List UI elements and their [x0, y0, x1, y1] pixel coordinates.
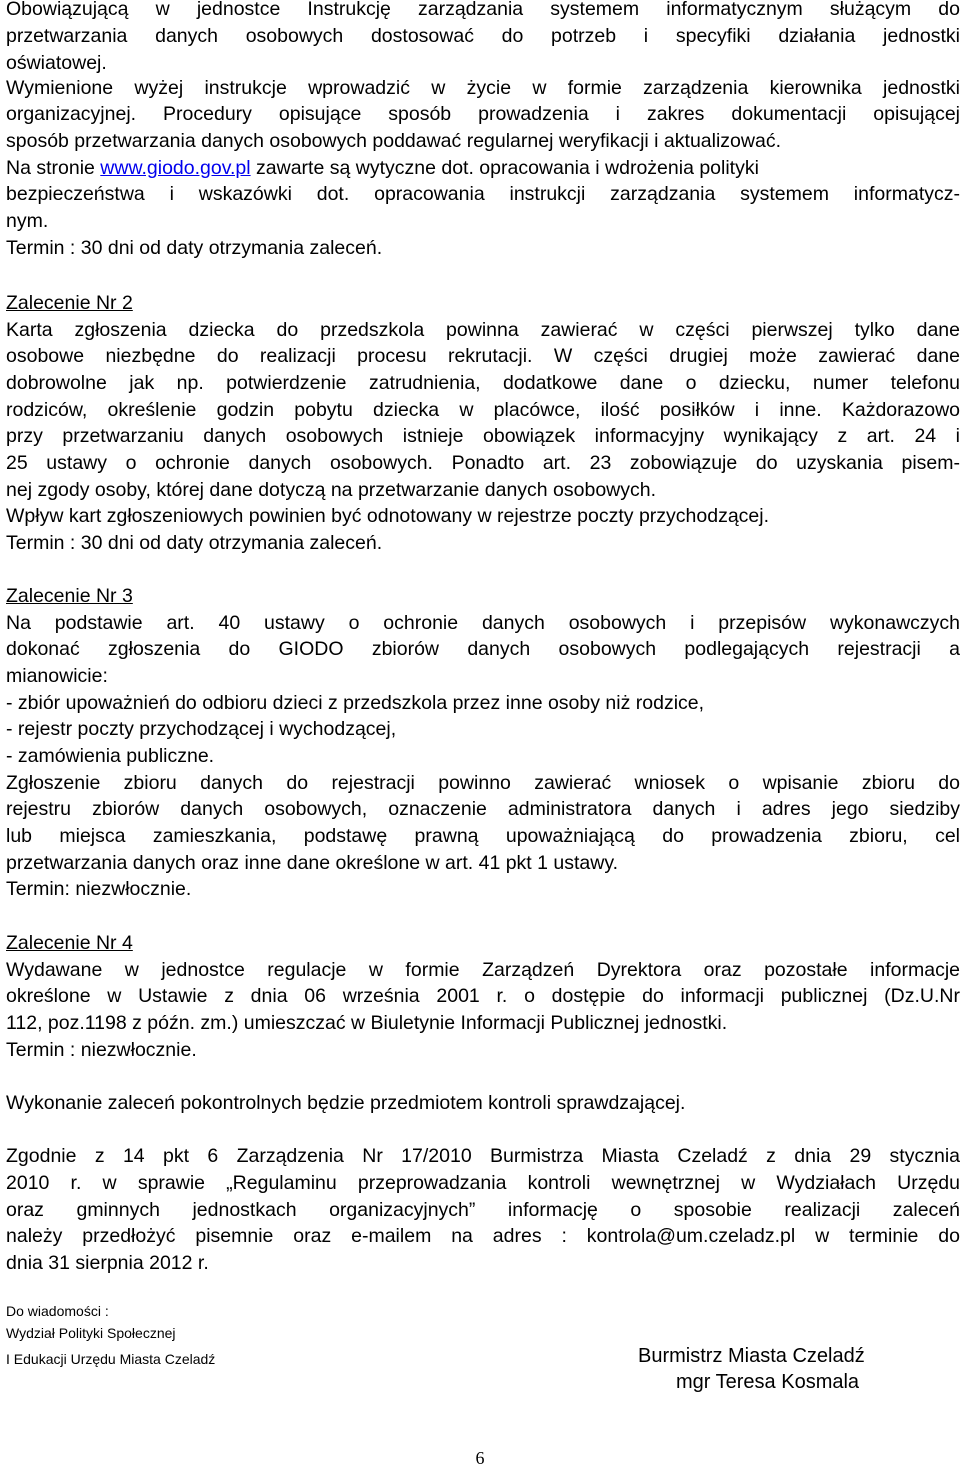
intro-line-7: [6, 155, 960, 182]
zgodnie-line-2: 2010 r. w sprawie „Regulaminu przeprowadzania kontroli wewnętrznej w Wydziałach Urzędu: [6, 1172, 960, 1194]
zalecenie-2-line-2: osobowe niezbędne do realizacji procesu rekrutacji. W części drugiej może zawierać dane: [6, 345, 960, 367]
zgodnie-line-4: należy przedłożyć pisemnie oraz e-mailem na adres : kontrola@um.czeladz.pl w terminie do: [6, 1225, 960, 1247]
zalecenie-3-line-8: rejestru zbiorów danych osobowych, oznaczenie administratora danych i adres jego siedziby: [6, 798, 960, 820]
zalecenie-3-line-9: lub miejsca zamieszkania, podstawę prawną upoważniającą do prowadzenia zbioru, cel: [6, 825, 960, 847]
intro-line-1: Obowiązującą w jednostce Instrukcję zarządzania systemem informatycznym służącym do: [6, 0, 960, 20]
intro-line-4: Wymienione wyżej instrukcje wprowadzić w życie w formie zarządzenia kierownika jednostki: [6, 77, 960, 99]
zalecenie-3-line-1: Na podstawie art. 40 ustawy o ochronie danych osobowych i przepisów wykonawczych: [6, 612, 960, 634]
recipient-line-1: Wydział Polityki Społecznej: [6, 1325, 176, 1341]
intro-line-6: sposób przetwarzania danych osobowych poddawać regularnej weryfikacji i aktualizować.: [6, 130, 781, 152]
zalecenie-3-line-2: dokonać zgłoszenia do GIODO zbiorów danych osobowych podlegających rejestracji a: [6, 638, 960, 660]
signature-name: mgr Teresa Kosmala: [676, 1371, 860, 1393]
intro-line-5: organizacyjnej. Procedury opisujące sposób prowadzenia i zakres dokumentacji opisującej: [6, 103, 960, 125]
zalecenie-2-line-7: nej zgody osoby, której dane dotyczą na przetwarzanie danych osobowych.: [6, 479, 657, 501]
recipient-line-2: I Edukacji Urzędu Miasta Czeladź: [6, 1351, 216, 1367]
zalecenie-2-line-6: 25 ustawy o ochronie danych osobowych. Ponadto art. 23 zobowiązuje do uzyskania pisem-: [6, 452, 960, 474]
intro-na-stronie-suffix: zawarte są wytyczne dot. opracowania i wdrożenia polityki: [250, 157, 759, 179]
zalecenie-4-termin: Termin : niezwłocznie.: [6, 1039, 197, 1061]
zgodnie-line-1: Zgodnie z 14 pkt 6 Zarządzenia Nr 17/2010 Burmistrza Miasta Czeladź z dnia 29 stycznia: [6, 1145, 960, 1167]
page-number: 6: [475, 1448, 485, 1468]
zalecenie-3-termin: Termin: niezwłocznie.: [6, 878, 192, 900]
zalecenie-3-heading: Zalecenie Nr 3: [6, 585, 133, 607]
giodo-link[interactable]: www.giodo.gov.pl: [100, 157, 251, 179]
zalecenie-4-heading: Zalecenie Nr 4: [6, 932, 133, 954]
zalecenie-2-heading: Zalecenie Nr 2: [6, 292, 133, 314]
zgodnie-line-3: oraz gminnych jednostkach organizacyjnych” informację o sposobie realizacji zaleceń: [6, 1199, 960, 1221]
zalecenie-2-line-3: dobrowolne jak np. potwierdzenie zatrudnienia, dodatkowe dane o dziecku, numer telefonu: [6, 372, 960, 394]
zalecenie-2-line-8: Wpływ kart zgłoszeniowych powinien być odnotowany w rejestrze poczty przychodzącej.: [6, 505, 770, 527]
intro-line-9: nym.: [6, 210, 49, 232]
intro-na-stronie-prefix: Na stronie: [6, 157, 101, 179]
zalecenie-4-line-1: Wydawane w jednostce regulacje w formie Zarządzeń Dyrektora oraz pozostałe informacje: [6, 959, 960, 981]
intro-termin: Termin : 30 dni od daty otrzymania zaleceń.: [6, 237, 383, 259]
zalecenie-3-list-item-2: - rejestr poczty przychodzącej i wychodzącej,: [6, 718, 397, 740]
zalecenie-3-list-item-1: - zbiór upoważnień do odbioru dzieci z przedszkola przez inne osoby niż rodzice,: [6, 692, 705, 714]
zalecenie-4-line-3: 112, poz.1198 z późn. zm.) umieszczać w Biuletynie Informacji Publicznej jednostki.: [6, 1012, 728, 1034]
zalecenie-3-line-10: przetwarzania danych oraz inne dane określone w art. 41 pkt 1 ustawy.: [6, 852, 619, 874]
zalecenie-2-line-4: rodziców, określenie godzin pobytu dziecka w placówce, ilość posiłków i inne. Każdorazowo: [6, 399, 960, 421]
intro-line-8: bezpieczeństwa i wskazówki dot. opracowania instrukcji zarządzania systemem informatycz-: [6, 183, 960, 205]
zalecenie-2-termin: Termin : 30 dni od daty otrzymania zaleceń.: [6, 532, 383, 554]
intro-line-3: oświatowej.: [6, 52, 107, 74]
wykonanie-note: Wykonanie zaleceń pokontrolnych będzie przedmiotem kontroli sprawdzającej.: [6, 1092, 686, 1114]
zalecenie-3-line-3: mianowicie:: [6, 665, 108, 687]
intro-line-2: przetwarzania danych osobowych dostosować do potrzeb i specyfiki działania jednostki: [6, 25, 960, 47]
do-wiadomosci-label: Do wiadomości :: [6, 1303, 109, 1319]
zalecenie-2-line-5: przy przetwarzaniu danych osobowych istnieje obowiązek informacyjny wynikający z art. 24 i: [6, 425, 960, 447]
zgodnie-line-5: dnia 31 sierpnia 2012 r.: [6, 1252, 209, 1274]
zalecenie-3-line-7: Zgłoszenie zbioru danych do rejestracji powinno zawierać wniosek o wpisanie zbioru do: [6, 772, 960, 794]
zalecenie-3-list-item-3: - zamówienia publiczne.: [6, 745, 215, 767]
signature-title: Burmistrz Miasta Czeladź: [638, 1345, 865, 1367]
zalecenie-2-line-1: Karta zgłoszenia dziecka do przedszkola powinna zawierać w części pierwszej tylko dane: [6, 319, 960, 341]
zalecenie-4-line-2: określone w Ustawie z dnia 06 września 2001 r. o dostępie do informacji publicznej (Dz.U.Nr: [6, 985, 960, 1007]
